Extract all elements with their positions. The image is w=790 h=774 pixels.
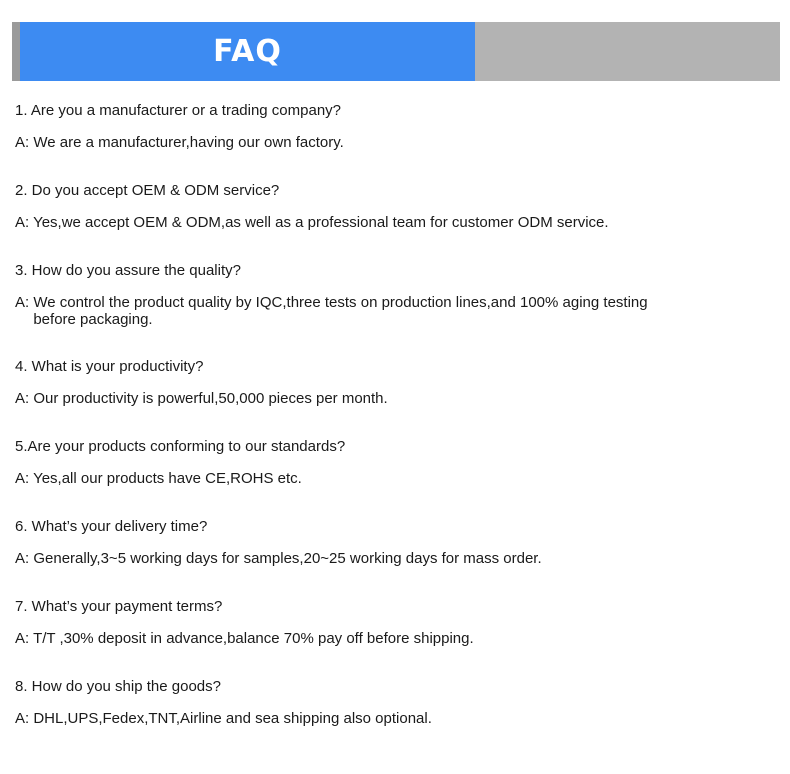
faq-item-6 bbox=[15, 518, 780, 598]
faq-question-7: 7. What’s your payment terms? bbox=[15, 598, 223, 615]
faq-item-7 bbox=[15, 598, 780, 678]
faq-header-banner bbox=[12, 22, 780, 81]
faq-item-4 bbox=[15, 358, 780, 438]
faq-answer-3 bbox=[15, 294, 780, 328]
faq-answer-3-text: We control the product quality by IQC,three tests on production lines,and 100% aging testing before packaging. bbox=[33, 294, 652, 328]
faq-answer-6: A: Generally,3~5 working days for samples,20~25 working days for mass order. bbox=[15, 550, 542, 567]
faq-answer-2: A: Yes,we accept OEM & ODM,as well as a professional team for customer ODM service. bbox=[15, 214, 609, 231]
faq-item-2 bbox=[15, 182, 780, 262]
faq-item-8 bbox=[15, 678, 780, 758]
faq-list bbox=[15, 102, 780, 758]
faq-item-1 bbox=[15, 102, 780, 182]
faq-question-1: 1. Are you a manufacturer or a trading company? bbox=[15, 102, 342, 119]
page-title: FAQ bbox=[213, 34, 282, 69]
faq-answer-3-prefix: A: bbox=[15, 294, 34, 311]
header-accent-bar bbox=[12, 22, 20, 81]
faq-question-8: 8. How do you ship the goods? bbox=[15, 678, 221, 695]
faq-item-5 bbox=[15, 438, 780, 518]
faq-question-3: 3. How do you assure the quality? bbox=[15, 262, 241, 279]
faq-answer-1: A: We are a manufacturer,having our own factory. bbox=[15, 134, 344, 151]
header-title-block bbox=[20, 22, 475, 81]
faq-answer-7: A: T/T ,30% deposit in advance,balance 70% pay off before shipping. bbox=[15, 630, 474, 647]
faq-question-4: 4. What is your productivity? bbox=[15, 358, 204, 375]
faq-item-3 bbox=[15, 262, 780, 358]
faq-answer-8: A: DHL,UPS,Fedex,TNT,Airline and sea shipping also optional. bbox=[15, 710, 432, 727]
faq-answer-5: A: Yes,all our products have CE,ROHS etc. bbox=[15, 470, 302, 487]
faq-question-5: 5.Are your products conforming to our standards? bbox=[15, 438, 346, 455]
faq-question-6: 6. What’s your delivery time? bbox=[15, 518, 208, 535]
faq-answer-4: A: Our productivity is powerful,50,000 pieces per month. bbox=[15, 390, 388, 407]
faq-question-2: 2. Do you accept OEM & ODM service? bbox=[15, 182, 280, 199]
